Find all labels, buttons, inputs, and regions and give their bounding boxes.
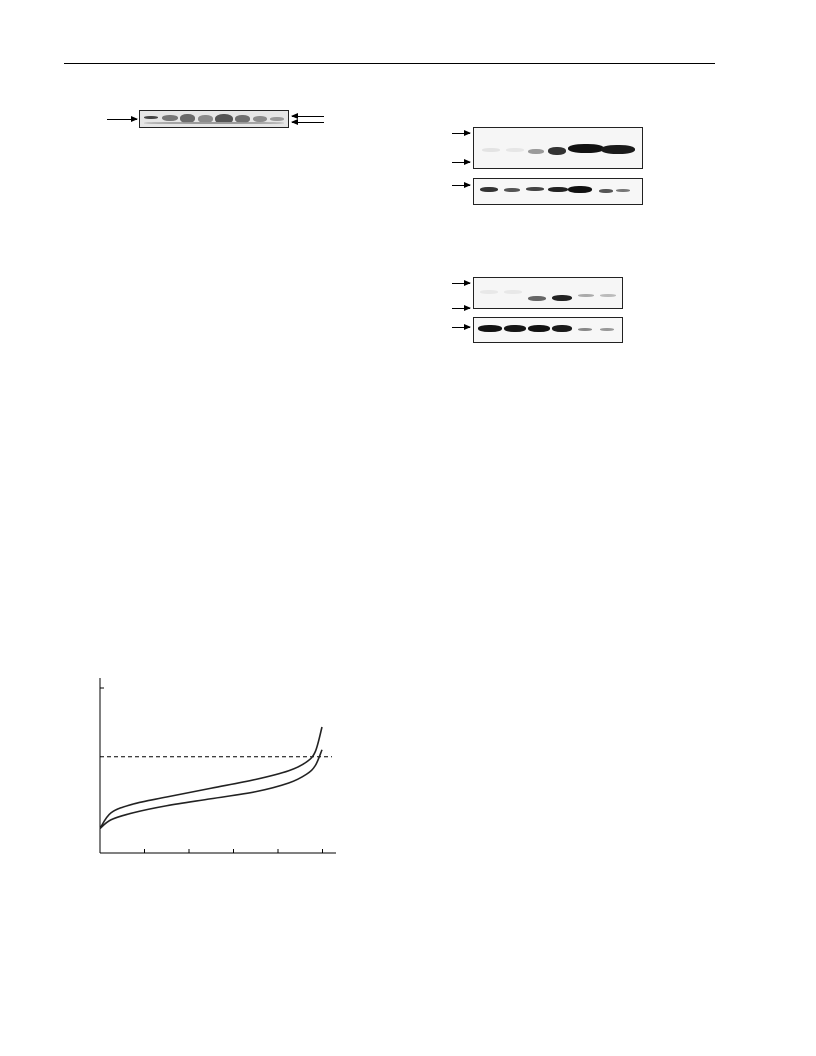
panel-b-arrow-1: [452, 283, 470, 284]
blot-strip-image: [139, 110, 289, 128]
panel-a-arrow-3: [452, 185, 470, 186]
panel-b-upper-blot: [473, 277, 623, 309]
chart-series: [100, 727, 322, 829]
panel-a-upper-blot: [473, 127, 643, 169]
series-line-2: [100, 750, 322, 829]
panel-a-arrow-1: [452, 133, 470, 134]
band-arrow-right-lower: [292, 122, 324, 123]
line-chart: [90, 670, 350, 870]
panel-b-lower-blot: [473, 317, 623, 343]
panel-b-arrow-3: [452, 327, 470, 328]
header-rule: [64, 63, 715, 64]
panel-a-arrow-2: [452, 162, 470, 163]
panel-b-arrow-2: [452, 308, 470, 309]
band-arrow-right-upper: [292, 116, 324, 117]
band-arrow-left: [107, 119, 137, 120]
panel-a-lower-blot: [473, 178, 643, 205]
